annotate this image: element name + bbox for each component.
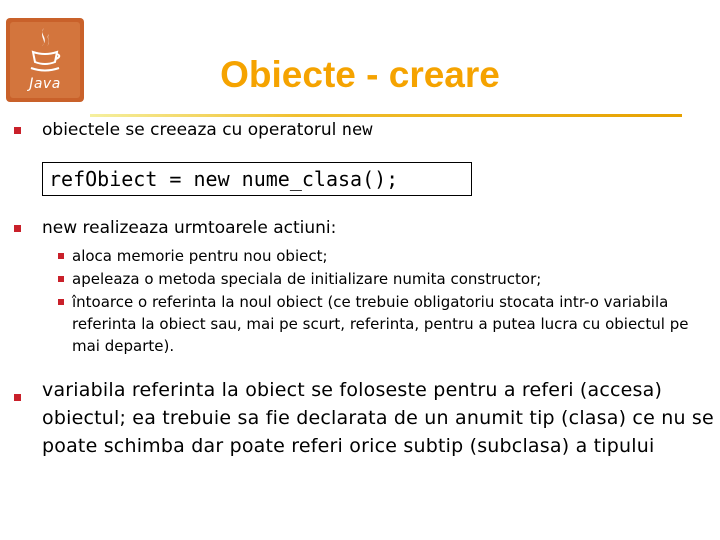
bullet-marker: [14, 127, 21, 134]
sub-bullet-1-text: aloca memorie pentru nou obiect;: [72, 247, 328, 265]
slide-title: Obiecte - creare: [220, 54, 500, 95]
bullet-2-text: new realizeaza urmtoarele actiuni:: [42, 218, 337, 238]
bullet-1-keyword: new: [341, 120, 373, 140]
sub-bullet-marker: [58, 253, 64, 259]
sub-bullet-2-text: apeleaza o metoda speciala de initializare numita constructor;: [72, 270, 542, 288]
sub-bullet-3-text: întoarce o referinta la noul obiect (ce trebuie obligatoriu stocata intr-o variabila referinta la obiect sau, mai pe scurt, referinta, pentru a putea lucra cu obiectul pe mai departe).: [72, 293, 689, 355]
bullet-3-text: variabila referinta la obiect se foloseste pentru a referi (accesa) obiectul; ea trebuie sa fie declarata de un anumit tip (clasa) ce nu se poate schimba dar poate referi orice subtip (subclasa) a tipului: [42, 379, 714, 457]
sub-bullet-marker: [58, 276, 64, 282]
logo-label: Java: [29, 76, 61, 92]
code-example: refObiect = new nume_clasa();: [42, 162, 472, 196]
bullet-1-text: [42, 120, 372, 140]
bullet-1-sentence: obiectele se creeaza cu operatorul: [42, 120, 342, 140]
bullet-marker: [14, 225, 21, 232]
title-underline: [90, 114, 682, 117]
bullet-marker: [14, 394, 21, 401]
sub-bullet-marker: [58, 299, 64, 305]
